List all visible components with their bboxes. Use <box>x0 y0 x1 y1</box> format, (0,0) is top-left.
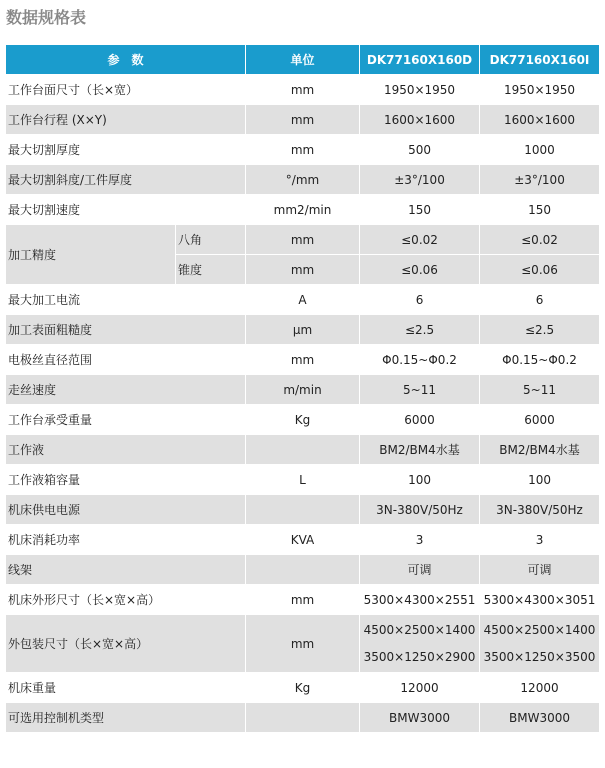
model-b-cell: 6 <box>480 285 600 315</box>
model-b-cell: ±3°/100 <box>480 165 600 195</box>
model-b-cell: 1000 <box>480 135 600 165</box>
unit-cell <box>246 555 360 585</box>
param-cell: 最大切割斜度/工件厚度 <box>6 165 246 195</box>
table-row <box>6 345 600 375</box>
table-row <box>6 285 600 315</box>
table-row <box>6 615 600 673</box>
param-cell: 机床重量 <box>6 673 246 703</box>
table-row <box>6 75 600 105</box>
model-a-cell: 3N-380V/50Hz <box>360 495 480 525</box>
model-a-cell: 1950×1950 <box>360 75 480 105</box>
param-cell: 工作液 <box>6 435 246 465</box>
table-row <box>6 135 600 165</box>
table-row <box>6 165 600 195</box>
param-cell: 工作液箱容量 <box>6 465 246 495</box>
param-cell: 工作台承受重量 <box>6 405 246 435</box>
model-b-cell <box>480 615 600 673</box>
header-model-a: DK77160X160D <box>360 45 480 75</box>
table-row <box>6 525 600 555</box>
model-a-line: 4500×2500×1400 <box>363 622 476 637</box>
param-cell: 机床供电电源 <box>6 495 246 525</box>
model-a-cell: 150 <box>360 195 480 225</box>
unit-cell: L <box>246 465 360 495</box>
model-b-cell: 3N-380V/50Hz <box>480 495 600 525</box>
header-param: 参 数 <box>6 45 246 75</box>
model-b-cell: 5~11 <box>480 375 600 405</box>
model-b-cell: Φ0.15~Φ0.2 <box>480 345 600 375</box>
model-b-cell: 3 <box>480 525 600 555</box>
unit-cell: mm <box>246 105 360 135</box>
spec-table <box>5 44 600 733</box>
model-b-cell: ≤2.5 <box>480 315 600 345</box>
header-model-b: DK77160X160I <box>480 45 600 75</box>
table-row <box>6 555 600 585</box>
model-a-cell: 6000 <box>360 405 480 435</box>
model-a-cell: 可调 <box>360 555 480 585</box>
table-row <box>6 315 600 345</box>
param-cell: 线架 <box>6 555 246 585</box>
model-b-cell: 5300×4300×3051 <box>480 585 600 615</box>
model-b-cell: 1950×1950 <box>480 75 600 105</box>
unit-cell: μm <box>246 315 360 345</box>
page-title: 数据规格表 <box>6 8 87 27</box>
unit-cell <box>246 495 360 525</box>
unit-cell: m/min <box>246 375 360 405</box>
table-row <box>6 465 600 495</box>
model-b-cell: 100 <box>480 465 600 495</box>
model-b-cell: ≤0.06 <box>480 255 600 285</box>
param-cell: 机床消耗功率 <box>6 525 246 555</box>
table-row <box>6 105 600 135</box>
table-row <box>6 195 600 225</box>
param-cell: 工作台面尺寸（长×宽） <box>6 75 246 105</box>
param-cell: 加工表面粗糙度 <box>6 315 246 345</box>
param-cell: 工作台行程 (X×Y) <box>6 105 246 135</box>
param-cell: 最大加工电流 <box>6 285 246 315</box>
model-b-cell: BMW3000 <box>480 703 600 733</box>
param-cell: 电极丝直径范围 <box>6 345 246 375</box>
model-a-cell: 6 <box>360 285 480 315</box>
param-cell: 最大切割厚度 <box>6 135 246 165</box>
model-b-line: 3500×1250×3500 <box>483 649 596 664</box>
unit-cell: Kg <box>246 405 360 435</box>
model-b-cell: ≤0.02 <box>480 225 600 255</box>
model-a-cell: ≤2.5 <box>360 315 480 345</box>
unit-cell: KVA <box>246 525 360 555</box>
table-header-row <box>6 45 600 75</box>
unit-cell: A <box>246 285 360 315</box>
model-a-cell: BMW3000 <box>360 703 480 733</box>
unit-cell: mm <box>246 75 360 105</box>
unit-cell: mm <box>246 135 360 165</box>
sub-param-cell: 锥度 <box>176 255 246 285</box>
unit-cell: mm <box>246 225 360 255</box>
model-a-cell: 5300×4300×2551 <box>360 585 480 615</box>
model-a-cell: 5~11 <box>360 375 480 405</box>
table-row <box>6 585 600 615</box>
model-a-line: 3500×1250×2900 <box>363 649 476 664</box>
unit-cell <box>246 435 360 465</box>
table-row <box>6 405 600 435</box>
unit-cell <box>246 703 360 733</box>
param-cell: 走丝速度 <box>6 375 246 405</box>
param-cell: 最大切割速度 <box>6 195 246 225</box>
model-b-cell: 可调 <box>480 555 600 585</box>
unit-cell: mm <box>246 615 360 673</box>
model-b-line: 4500×2500×1400 <box>483 622 596 637</box>
unit-cell: mm <box>246 585 360 615</box>
param-cell: 机床外形尺寸（长×宽×高） <box>6 585 246 615</box>
model-a-cell: 100 <box>360 465 480 495</box>
unit-cell: °/mm <box>246 165 360 195</box>
sub-param-cell: 八角 <box>176 225 246 255</box>
param-cell: 可选用控制机类型 <box>6 703 246 733</box>
param-cell: 加工精度 <box>6 225 176 285</box>
model-b-cell: BM2/BM4水基 <box>480 435 600 465</box>
table-row <box>6 495 600 525</box>
model-a-cell: 3 <box>360 525 480 555</box>
table-row <box>6 225 600 255</box>
model-a-cell: Φ0.15~Φ0.2 <box>360 345 480 375</box>
model-a-cell: 1600×1600 <box>360 105 480 135</box>
unit-cell: mm <box>246 255 360 285</box>
param-cell: 外包装尺寸（长×宽×高） <box>6 615 246 673</box>
model-a-cell: 500 <box>360 135 480 165</box>
unit-cell: mm2/min <box>246 195 360 225</box>
table-row <box>6 703 600 733</box>
table-row <box>6 435 600 465</box>
unit-cell: Kg <box>246 673 360 703</box>
model-b-cell: 6000 <box>480 405 600 435</box>
model-a-cell <box>360 615 480 673</box>
model-a-cell: ≤0.02 <box>360 225 480 255</box>
unit-cell: mm <box>246 345 360 375</box>
table-row <box>6 375 600 405</box>
model-b-cell: 1600×1600 <box>480 105 600 135</box>
model-a-cell: ±3°/100 <box>360 165 480 195</box>
model-b-cell: 12000 <box>480 673 600 703</box>
model-a-cell: ≤0.06 <box>360 255 480 285</box>
model-a-cell: BM2/BM4水基 <box>360 435 480 465</box>
model-b-cell: 150 <box>480 195 600 225</box>
model-a-cell: 12000 <box>360 673 480 703</box>
table-row <box>6 673 600 703</box>
header-unit: 单位 <box>246 45 360 75</box>
